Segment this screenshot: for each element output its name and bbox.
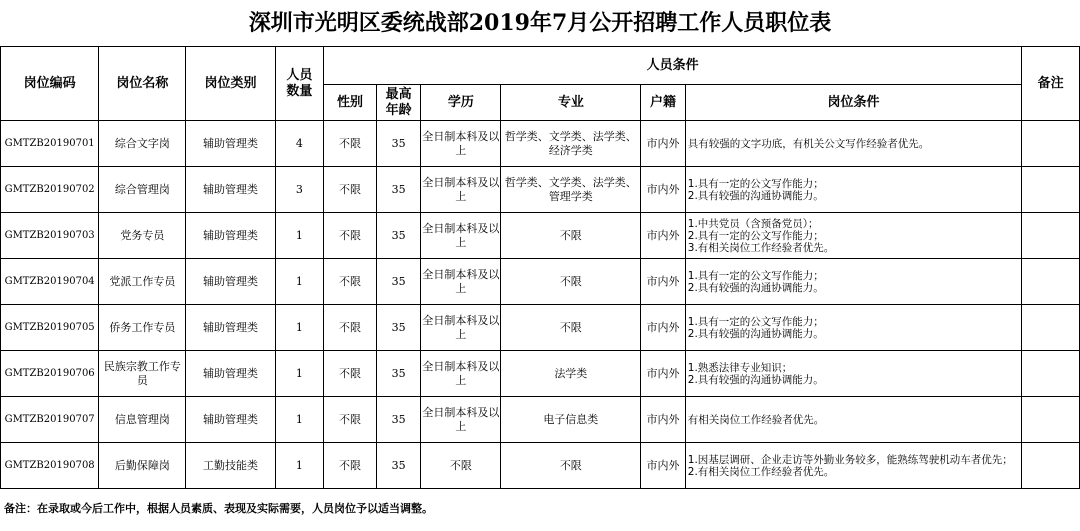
cell-count: 1 [275,259,324,305]
cell-age: 35 [376,351,421,397]
cell-requirements [685,443,1021,489]
cell-category: 辅助管理类 [186,259,275,305]
cell-gender: 不限 [324,213,377,259]
cell-hukou: 市内外 [641,443,686,489]
cell-count: 3 [275,167,324,213]
cell-hukou: 市内外 [641,305,686,351]
cell-name: 侨务工作专员 [99,305,186,351]
table-row [1,121,1080,167]
cell-code: GMTZB20190707 [1,397,99,443]
cell-category: 工勤技能类 [186,443,275,489]
page-title: 深圳市光明区委统战部2019年7月公开招聘工作人员职位表 [248,10,832,36]
cell-major: 哲学类、文学类、法学类、管理学类 [501,167,641,213]
requirement-line: 1.具有一定的公文写作能力； [687,315,824,328]
requirement-line: 2.有相关岗位工作经验者优先。 [687,465,835,478]
table-row [1,213,1080,259]
cell-education: 全日制本科及以上 [421,213,501,259]
cell-category: 辅助管理类 [186,305,275,351]
cell-education: 不限 [421,443,501,489]
requirement-line: 有相关岗位工作经验者优先。 [687,413,825,426]
cell-name: 党派工作专员 [99,259,186,305]
cell-hukou: 市内外 [641,213,686,259]
cell-education: 全日制本科及以上 [421,259,501,305]
cell-education: 全日制本科及以上 [421,121,501,167]
cell-major: 法学类 [501,351,641,397]
cell-major: 不限 [501,213,641,259]
cell-remarks [1022,443,1080,489]
requirement-line: 具有较强的文字功底，有机关公文写作经验者优先。 [687,137,930,150]
cell-hukou: 市内外 [641,167,686,213]
cell-requirements [685,397,1021,443]
cell-remarks [1022,351,1080,397]
cell-major: 电子信息类 [501,397,641,443]
cell-count: 4 [275,121,324,167]
cell-category: 辅助管理类 [186,167,275,213]
cell-hukou: 市内外 [641,259,686,305]
cell-age: 35 [376,121,421,167]
cell-name: 信息管理岗 [99,397,186,443]
cell-gender: 不限 [324,121,377,167]
cell-education: 全日制本科及以上 [421,351,501,397]
header-code: 岗位编码 [1,47,99,121]
cell-count: 1 [275,397,324,443]
cell-remarks [1022,167,1080,213]
cell-requirements [685,213,1021,259]
header-conditions-group: 人员条件 [324,47,1022,85]
cell-remarks [1022,305,1080,351]
cell-category: 辅助管理类 [186,213,275,259]
requirement-line: 1.具有一定的公文写作能力； [687,269,824,282]
positions-table [0,46,1080,489]
cell-category: 辅助管理类 [186,121,275,167]
cell-major: 哲学类、文学类、法学类、经济学类 [501,121,641,167]
header-category: 岗位类别 [186,47,275,121]
header-remarks: 备注 [1022,47,1080,121]
cell-code: GMTZB20190704 [1,259,99,305]
cell-requirements [685,351,1021,397]
requirement-line: 1.熟悉法律专业知识； [687,361,793,374]
cell-age: 35 [376,397,421,443]
cell-gender: 不限 [324,351,377,397]
requirement-line: 2.具有较强的沟通协调能力。 [687,281,824,294]
requirement-line: 2.具有一定的公文写作能力； [687,229,824,242]
cell-name: 综合管理岗 [99,167,186,213]
cell-count: 1 [275,305,324,351]
requirement-line: 2.具有较强的沟通协调能力。 [687,189,824,202]
cell-gender: 不限 [324,443,377,489]
cell-major: 不限 [501,259,641,305]
table-row [1,351,1080,397]
header-major: 专业 [501,85,641,121]
cell-education: 全日制本科及以上 [421,305,501,351]
cell-name: 综合文字岗 [99,121,186,167]
cell-remarks [1022,121,1080,167]
requirement-line: 3.有相关岗位工作经验者优先。 [687,241,835,254]
cell-age: 35 [376,305,421,351]
cell-age: 35 [376,167,421,213]
cell-requirements [685,305,1021,351]
cell-count: 1 [275,213,324,259]
cell-remarks [1022,259,1080,305]
cell-gender: 不限 [324,397,377,443]
cell-code: GMTZB20190705 [1,305,99,351]
table-row [1,167,1080,213]
cell-requirements [685,167,1021,213]
requirement-line: 1.具有一定的公文写作能力； [687,177,824,190]
cell-count: 1 [275,351,324,397]
table-row [1,443,1080,489]
cell-category: 辅助管理类 [186,397,275,443]
requirement-line: 1.中共党员（含预备党员）； [687,217,819,230]
cell-code: GMTZB20190701 [1,121,99,167]
requirement-line: 2.具有较强的沟通协调能力。 [687,327,824,340]
table-row [1,305,1080,351]
cell-remarks [1022,213,1080,259]
cell-age: 35 [376,443,421,489]
footnote: 备注：在录取或今后工作中，根据人员素质、表现及实际需要，人员岗位予以适当调整。 [4,502,433,515]
header-gender: 性别 [324,85,377,121]
header-requirements: 岗位条件 [685,85,1021,121]
cell-hukou: 市内外 [641,121,686,167]
cell-hukou: 市内外 [641,397,686,443]
header-name: 岗位名称 [99,47,186,121]
cell-code: GMTZB20190702 [1,167,99,213]
cell-education: 全日制本科及以上 [421,167,501,213]
cell-name: 后勤保障岗 [99,443,186,489]
cell-name: 党务专员 [99,213,186,259]
cell-major: 不限 [501,443,641,489]
cell-hukou: 市内外 [641,351,686,397]
cell-gender: 不限 [324,305,377,351]
cell-age: 35 [376,213,421,259]
table-row [1,259,1080,305]
requirement-line: 1.因基层调研、企业走访等外勤业务较多，能熟练驾驶机动车者优先； [687,453,1013,466]
header-education: 学历 [421,85,501,121]
cell-code: GMTZB20190703 [1,213,99,259]
cell-name: 民族宗教工作专员 [99,351,186,397]
requirement-line: 2.具有较强的沟通协调能力。 [687,373,824,386]
cell-major: 不限 [501,305,641,351]
cell-requirements [685,259,1021,305]
cell-gender: 不限 [324,259,377,305]
cell-code: GMTZB20190708 [1,443,99,489]
cell-education: 全日制本科及以上 [421,397,501,443]
cell-remarks [1022,397,1080,443]
table-row [1,397,1080,443]
header-age: 最高年龄 [376,85,421,121]
cell-age: 35 [376,259,421,305]
cell-gender: 不限 [324,167,377,213]
header-hukou: 户籍 [641,85,686,121]
cell-category: 辅助管理类 [186,351,275,397]
cell-count: 1 [275,443,324,489]
cell-code: GMTZB20190706 [1,351,99,397]
header-count: 人员数量 [275,47,324,121]
cell-requirements [685,121,1021,167]
